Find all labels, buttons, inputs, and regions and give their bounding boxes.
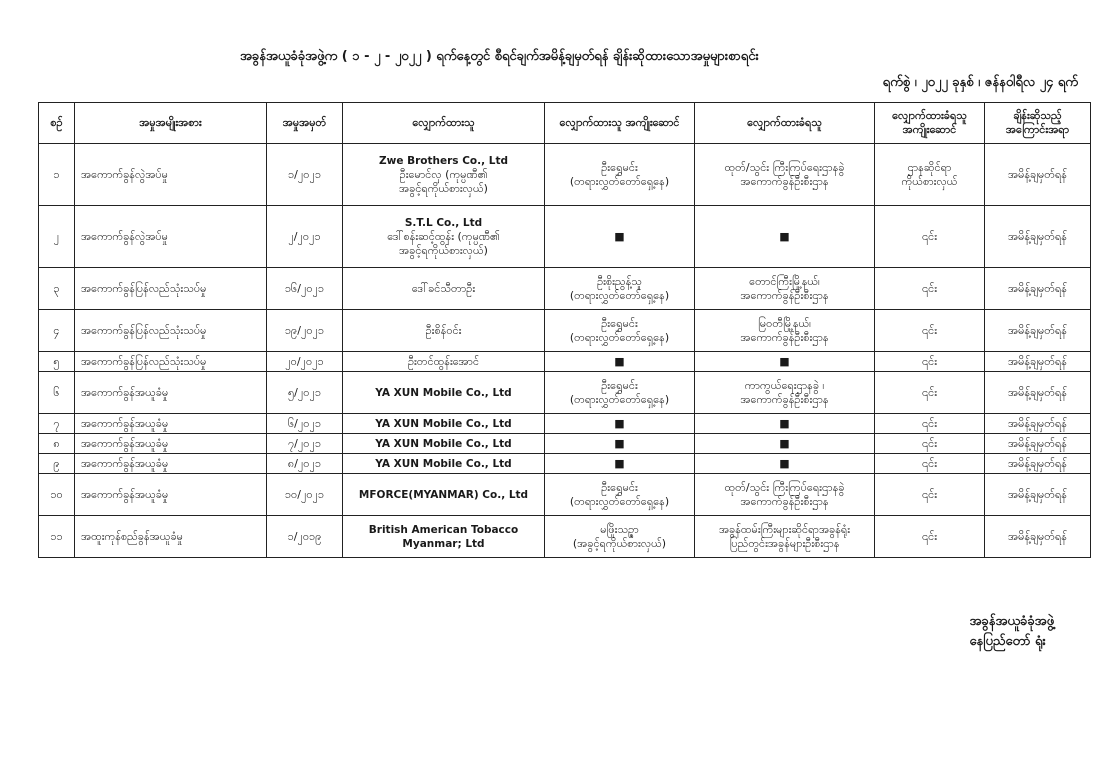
cell-text: အကောက်ခွန်အယူခံမှု [81, 487, 169, 501]
cell-case-type [75, 414, 267, 434]
cell-text: ၂ [53, 229, 60, 243]
cell-text: ၁/၂၀၂၁ [287, 167, 322, 181]
cell-line: ၎င်း [922, 456, 937, 470]
cell-text: ၄ [53, 323, 60, 337]
cell-case-type [75, 144, 267, 206]
cell-respondent [695, 474, 875, 516]
cell-respondent-agent [875, 414, 985, 434]
cell-applicant-agent [545, 372, 695, 414]
cell-row-number [39, 352, 75, 372]
cell-respondent [695, 352, 875, 372]
cell-case-number [267, 474, 343, 516]
cell-line: အကောက်ခွန်ဦးစီးဌာန [740, 494, 829, 508]
cell-line: YA XUN Mobile Co., Ltd [375, 457, 512, 470]
cell-line: (တရားလွှတ်တော်ရှေ့နေ) [569, 174, 670, 188]
cell-text: အမိန့်ချမှတ်ရန် [1007, 385, 1067, 399]
signature-line-2: နေပြည်တော် ရုံး [969, 634, 1046, 649]
cell-line: ၎င်း [922, 436, 937, 450]
cell-text: အမိန့်ချမှတ်ရန် [1007, 436, 1067, 450]
table-row [39, 516, 1091, 558]
cell-applicant [343, 516, 545, 558]
cell-text: အကောက်ခွန်အယူခံမှု [81, 416, 169, 430]
cell-text: ၁၀/၂၀၂၁ [284, 487, 325, 501]
cell-row-number [39, 474, 75, 516]
cell-line: ဦးရွှေမင်း [601, 378, 638, 392]
cell-text: အမိန့်ချမှတ်ရန် [1007, 323, 1067, 337]
cell-row-number [39, 414, 75, 434]
cell-respondent [695, 434, 875, 454]
cell-case-type [75, 206, 267, 268]
cell-line: S.T.L Co., Ltd [404, 216, 483, 229]
cell-case-type [75, 372, 267, 414]
cell-case-number [267, 454, 343, 474]
table-header-row [39, 103, 1091, 144]
cell-purpose [985, 414, 1091, 434]
cell-respondent-agent [875, 206, 985, 268]
cell-purpose [985, 268, 1091, 310]
cell-line: ၎င်း [922, 487, 937, 501]
cell-line: အကောက်ခွန်ဦးစီးဌာန [740, 330, 829, 344]
cell-text: အကောက်ခွန်ပြန်လည်သုံးသပ်မှု [81, 323, 207, 337]
cell-text: ၃ [53, 281, 60, 295]
cell-applicant-agent [545, 414, 695, 434]
cell-line: ထုတ်/သွင်း ကြီးကြပ်ရေးဌာနခွဲ [724, 480, 845, 494]
cell-applicant [343, 434, 545, 454]
cell-line: (တရားလွှတ်တော်ရှေ့နေ) [569, 494, 670, 508]
table-row [39, 206, 1091, 268]
cell-applicant [343, 414, 545, 434]
cell-case-type [75, 516, 267, 558]
cell-respondent [695, 144, 875, 206]
cell-line: ၎င်း [922, 385, 937, 399]
cell-line: ၎င်း [922, 529, 937, 543]
cell-text: ၇ [53, 416, 60, 430]
cell-case-number [267, 144, 343, 206]
cell-text: အကောက်ခွန်ပြန်လည်သုံးသပ်မှု [81, 354, 207, 368]
cell-line: အခွန်ထမ်းကြီးများဆိုင်ရာအခွန်ရုံး [718, 522, 851, 536]
cell-text: ၅ [53, 354, 60, 368]
cell-applicant-agent [545, 310, 695, 352]
cell-purpose [985, 434, 1091, 454]
cell-case-number [267, 268, 343, 310]
cell-line: YA XUN Mobile Co., Ltd [375, 437, 512, 450]
cell-line: ■ [779, 229, 790, 243]
cell-text: ၁၀ [50, 487, 63, 501]
cell-line: ဒေါ်ခင်သီတာဦး [411, 281, 476, 295]
cell-text: ၂၀/၂၀၂၁ [285, 354, 324, 368]
cell-case-number [267, 372, 343, 414]
cell-text: အမိန့်ချမှတ်ရန် [1007, 487, 1067, 501]
cell-line: British American Tobacco [368, 523, 519, 536]
cell-line: (အခွင့်ရကိုယ်စားလှယ်) [572, 536, 667, 550]
cell-row-number [39, 516, 75, 558]
cell-case-type [75, 454, 267, 474]
cell-text: ၇/၂၀၂၁ [287, 436, 322, 450]
cell-applicant [343, 310, 545, 352]
cell-line: အခွင့်ရကိုယ်စားလှယ်) [399, 243, 488, 257]
cell-purpose [985, 310, 1091, 352]
cell-text: အကောက်ခွန်လွဲအပ်မှု [81, 167, 168, 181]
cell-applicant [343, 372, 545, 414]
cell-text: အကောက်ခွန်အယူခံမှု [81, 385, 169, 399]
cell-purpose [985, 144, 1091, 206]
cell-respondent [695, 414, 875, 434]
cell-line: Zwe Brothers Co., Ltd [379, 154, 508, 167]
cell-applicant [343, 454, 545, 474]
cell-row-number [39, 206, 75, 268]
cell-line: ဦးစိန်ဝင်း [425, 323, 462, 337]
cell-respondent [695, 206, 875, 268]
cell-line: Myanmar; Ltd [402, 537, 485, 550]
cell-respondent-agent [875, 352, 985, 372]
cell-line: အကောက်ခွန်ဦးစီးဌာန [740, 392, 829, 406]
cell-applicant [343, 206, 545, 268]
header-applicant-agent: လျှောက်ထားသူ အကျိုးဆောင် [545, 103, 695, 144]
cell-case-number [267, 414, 343, 434]
cell-purpose [985, 474, 1091, 516]
cell-row-number [39, 372, 75, 414]
cell-respondent-agent [875, 516, 985, 558]
cell-respondent-agent [875, 454, 985, 474]
cell-text: အကောက်ခွန်လွဲအပ်မှု [81, 229, 168, 243]
cell-text: ၅/၂၀၂၁ [287, 385, 322, 399]
cell-line: ■ [614, 354, 625, 368]
cell-text: အမိန့်ချမှတ်ရန် [1007, 281, 1067, 295]
cell-line: ■ [614, 436, 625, 450]
cell-line: ၎င်း [922, 416, 937, 430]
cell-line: ဦးတင်ထွန်းအောင် [407, 354, 480, 368]
signature-block [969, 612, 1054, 652]
cell-line: YA XUN Mobile Co., Ltd [375, 386, 512, 399]
cell-line: ကာကွယ်ရေးဌာနခွဲ ၊ [744, 378, 825, 392]
cell-respondent [695, 516, 875, 558]
cell-text: အမိန့်ချမှတ်ရန် [1007, 229, 1067, 243]
cell-line: တောင်ကြီးမြို့နယ်၊ [749, 274, 820, 288]
header-respondent-agent: လျှောက်ထားခံရသူ အကျိုးဆောင် [875, 103, 985, 144]
cell-row-number [39, 310, 75, 352]
table-row [39, 454, 1091, 474]
cell-line: ■ [614, 456, 625, 470]
cell-line: အခွင့်ရကိုယ်စားလှယ်) [399, 181, 488, 195]
cell-text: ၈/၂၀၂၁ [287, 456, 322, 470]
cell-line: ■ [779, 436, 790, 450]
cell-line: ■ [779, 354, 790, 368]
cell-purpose [985, 352, 1091, 372]
cell-text: ၈ [53, 436, 60, 450]
cell-text: အမိန့်ချမှတ်ရန် [1007, 167, 1067, 181]
cell-applicant-agent [545, 434, 695, 454]
cell-line: ပြည်တွင်းအခွန်များဦးစီးဌာန [729, 536, 840, 550]
cell-applicant-agent [545, 268, 695, 310]
cell-text: ၁၁ [50, 529, 63, 543]
table-row [39, 352, 1091, 372]
header-applicant: လျှောက်ထားသူ [343, 103, 545, 144]
cell-respondent-agent [875, 474, 985, 516]
table-row [39, 414, 1091, 434]
cell-line: အကောက်ခွန်ဦးစီးဌာန [740, 288, 829, 302]
header-type: အမှုအမျိုးအစား [75, 103, 267, 144]
cell-text: ၆ [53, 385, 60, 399]
cell-line: ကိုယ်စားလှယ် [901, 174, 958, 188]
cell-purpose [985, 516, 1091, 558]
page-title: အခွန်အယူခံခုံအဖွဲ့က ( ၁ - ၂ - ၂၀၂၂ ) ရက်နေ့တွင် စီရင်ချက်အမိန့်ချမှတ်ရန် ချိန်းဆိုထားသောအမှုများစာရင်း [240, 49, 759, 64]
cell-text: ၉ [53, 456, 60, 470]
cell-applicant-agent [545, 144, 695, 206]
header-case: အမှုအမှတ် [267, 103, 343, 144]
cell-case-type [75, 310, 267, 352]
cell-line: ဦးစိုးညွန့်သူ [597, 274, 642, 288]
cell-applicant-agent [545, 454, 695, 474]
cell-text: ၁/၂၀၁၉ [287, 529, 322, 543]
cell-case-number [267, 310, 343, 352]
cell-line: အကောက်ခွန်ဦးစီးဌာန [740, 174, 829, 188]
cell-case-number [267, 206, 343, 268]
table-row [39, 310, 1091, 352]
cell-text: အမိန့်ချမှတ်ရန် [1007, 456, 1067, 470]
cell-line: ၎င်း [922, 354, 937, 368]
cell-case-type [75, 434, 267, 454]
cell-line: ဌာနဆိုင်ရာ [907, 160, 952, 174]
table-row [39, 474, 1091, 516]
cell-line: ၎င်း [922, 323, 937, 337]
cell-text: ၁ [53, 167, 60, 181]
cell-line: ၎င်း [922, 229, 937, 243]
cell-row-number [39, 434, 75, 454]
cell-case-type [75, 352, 267, 372]
cell-line: ဦးရွှေမင်း [601, 480, 638, 494]
cell-case-type [75, 474, 267, 516]
cell-row-number [39, 268, 75, 310]
cell-respondent-agent [875, 434, 985, 454]
cell-applicant [343, 144, 545, 206]
cell-applicant [343, 352, 545, 372]
cell-line: မဖြိုးသဉ္ဇာ [600, 522, 639, 536]
cell-respondent-agent [875, 372, 985, 414]
cell-case-number [267, 434, 343, 454]
cell-text: ၁၉/၂၀၂၁ [284, 323, 325, 337]
cell-line: ■ [779, 416, 790, 430]
cell-line: ဦးရွှေမင်း [601, 160, 638, 174]
cell-applicant [343, 474, 545, 516]
cell-respondent [695, 372, 875, 414]
cell-respondent [695, 268, 875, 310]
cell-text: ၂/၂၀၂၁ [288, 229, 321, 243]
cell-line: ■ [779, 456, 790, 470]
cell-purpose [985, 372, 1091, 414]
cell-respondent-agent [875, 144, 985, 206]
header-no: စဉ် [39, 103, 75, 144]
table-row [39, 372, 1091, 414]
cell-applicant-agent [545, 474, 695, 516]
document-date: ရက်စွဲ ၊ ၂၀၂၂ ခုနှစ် ၊ ဇန်နဝါရီလ ၂၄ ရက် [882, 75, 1078, 90]
cell-text: အမိန့်ချမှတ်ရန် [1007, 354, 1067, 368]
cell-text: အထူးကုန်စည်ခွန်အယူခံမှု [81, 529, 183, 543]
cell-purpose [985, 206, 1091, 268]
cell-text: အမိန့်ချမှတ်ရန် [1007, 529, 1067, 543]
cell-line: (တရားလွှတ်တော်ရှေ့နေ) [569, 392, 670, 406]
cell-text: ၆/၂၀၂၁ [287, 416, 322, 430]
cell-line: (တရားလွှတ်တော်ရှေ့နေ) [569, 330, 670, 344]
cell-applicant-agent [545, 352, 695, 372]
table-row [39, 144, 1091, 206]
cell-text: အကောက်ခွန်အယူခံမှု [81, 436, 169, 450]
cell-row-number [39, 454, 75, 474]
cell-row-number [39, 144, 75, 206]
cell-case-type [75, 268, 267, 310]
cell-case-number [267, 516, 343, 558]
cell-respondent-agent [875, 310, 985, 352]
cell-case-number [267, 352, 343, 372]
cell-purpose [985, 454, 1091, 474]
cell-line: ၎င်း [922, 281, 937, 295]
cell-applicant-agent [545, 516, 695, 558]
cell-line: ဦးမောင်လှ (ကုမ္ပဏီ၏ [399, 167, 488, 181]
cell-line: ထုတ်/သွင်း ကြီးကြပ်ရေးဌာနခွဲ [724, 160, 845, 174]
cell-respondent [695, 454, 875, 474]
cell-applicant-agent [545, 206, 695, 268]
signature-line-1: အခွန်အယူခံခုံအဖွဲ့ [969, 614, 1054, 629]
table-row [39, 434, 1091, 454]
cell-text: ၁၆/၂၀၂၁ [284, 281, 325, 295]
table-row [39, 268, 1091, 310]
cell-text: အမိန့်ချမှတ်ရန် [1007, 416, 1067, 430]
cell-text: အကောက်ခွန်ပြန်လည်သုံးသပ်မှု [81, 281, 207, 295]
cell-line: ဒေါ်စန်းဆင့်ထွန်း (ကုမ္ပဏီ၏ [387, 229, 500, 243]
header-respondent: လျှောက်ထားခံရသူ [695, 103, 875, 144]
cell-line: မြဝတီမြို့နယ်၊ [758, 316, 811, 330]
cell-line: ■ [614, 416, 625, 430]
cell-line: ဦးရွှေမင်း [601, 316, 638, 330]
case-list-table [38, 102, 1091, 558]
cell-line: (တရားလွှတ်တော်ရှေ့နေ) [569, 288, 670, 302]
cell-line: YA XUN Mobile Co., Ltd [375, 417, 512, 430]
cell-line: MFORCE(MYANMAR) Co., Ltd [358, 488, 529, 501]
cell-line: ■ [614, 229, 625, 243]
header-purpose: ချိန်းဆိုသည့် အကြောင်းအရာ [985, 103, 1091, 144]
cell-respondent-agent [875, 268, 985, 310]
cell-respondent [695, 310, 875, 352]
cell-applicant [343, 268, 545, 310]
cell-text: အကောက်ခွန်အယူခံမှု [81, 456, 169, 470]
